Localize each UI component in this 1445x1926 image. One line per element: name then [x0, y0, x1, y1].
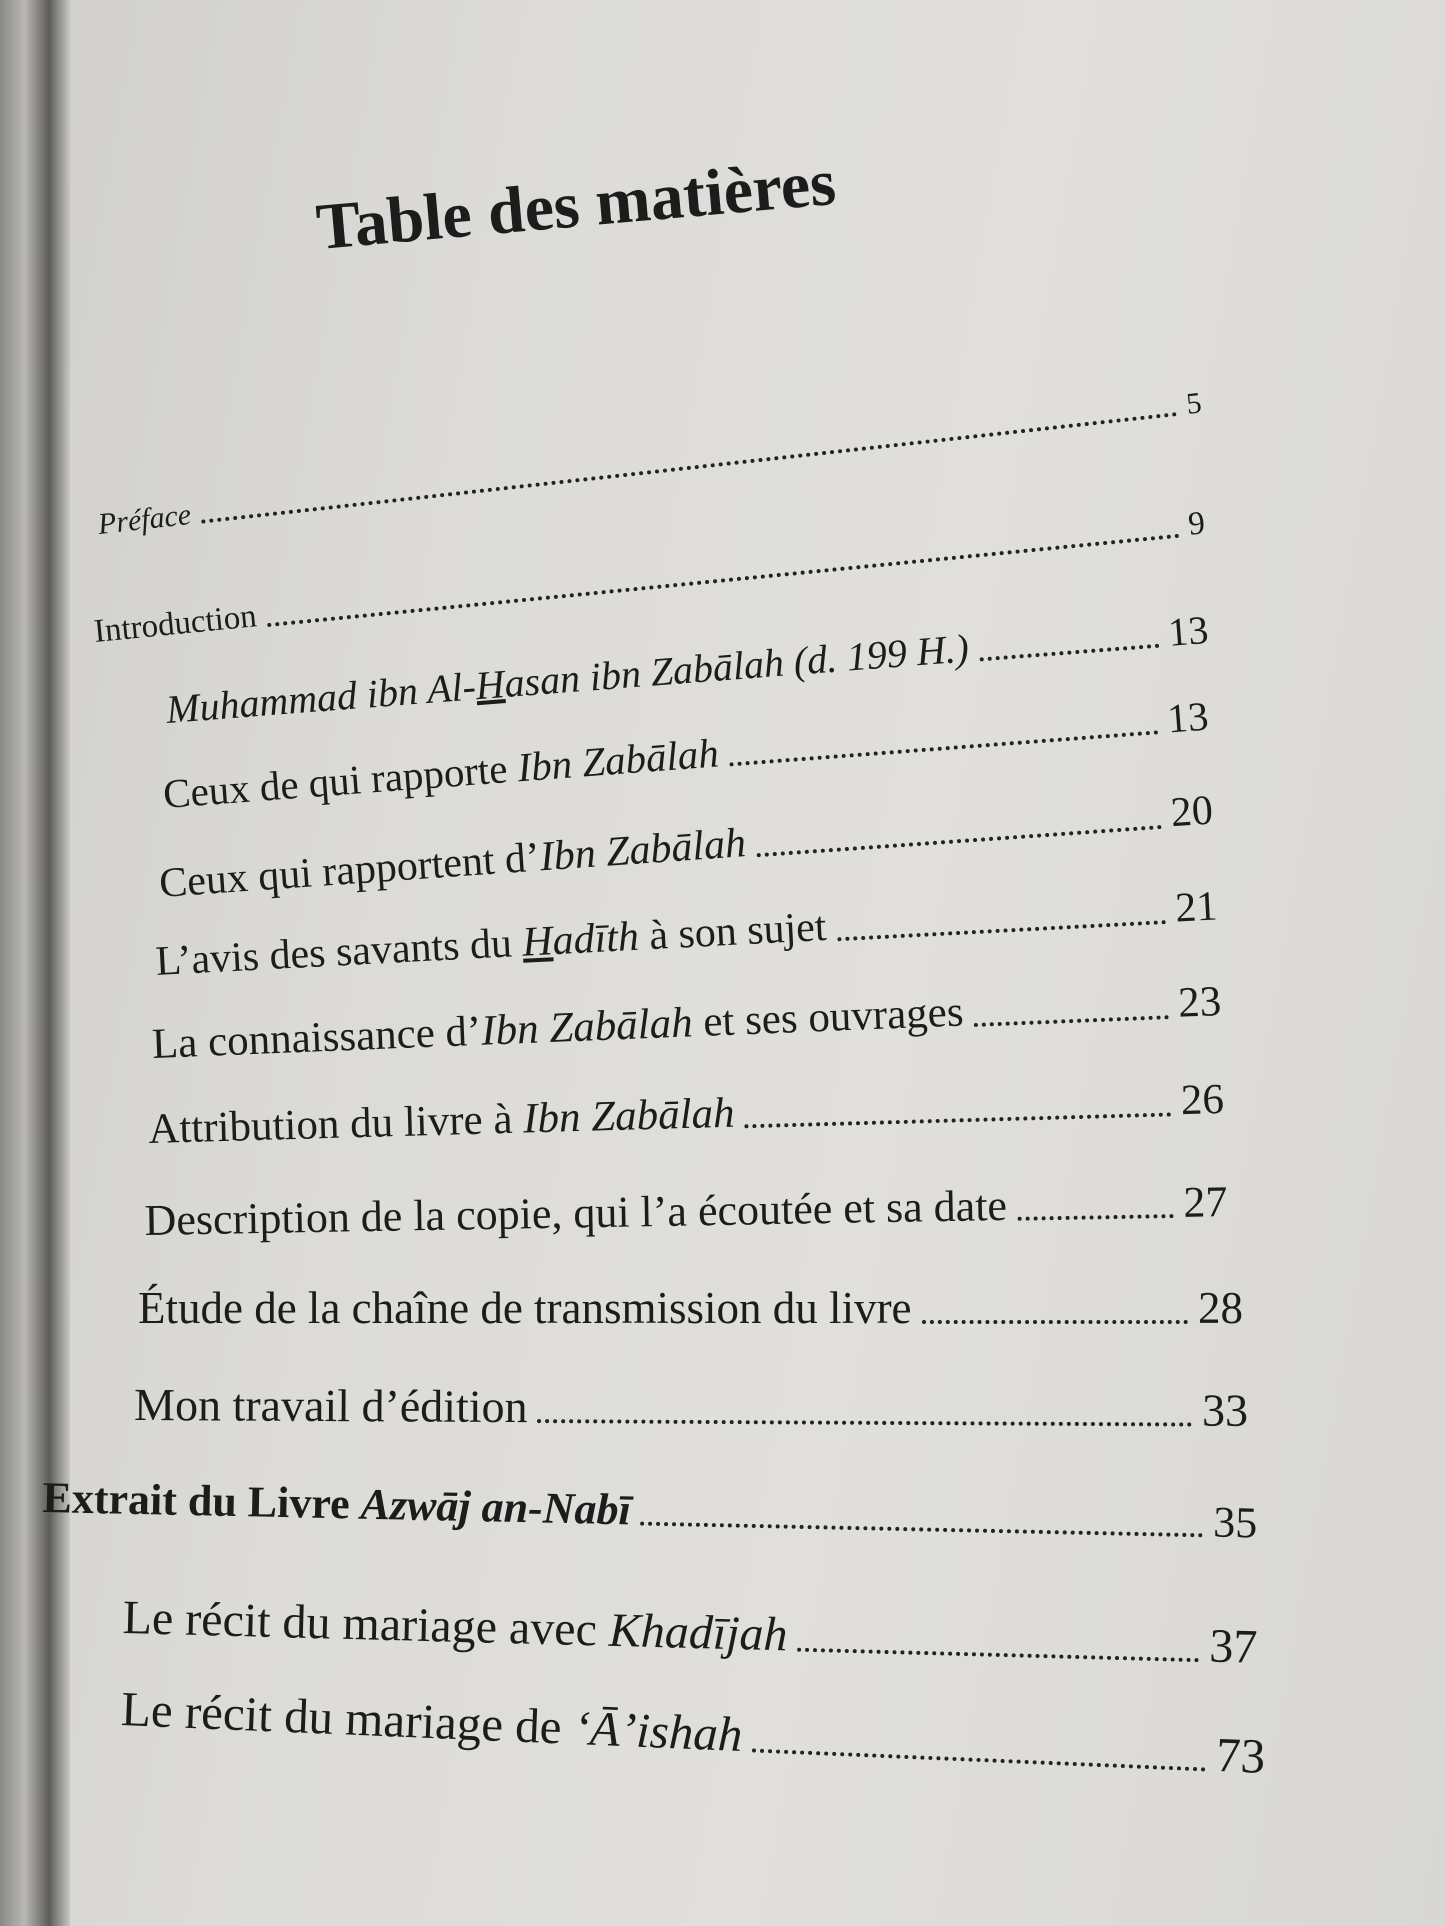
toc-section-extrait	[42, 1472, 1258, 1548]
entry-label: Ceux de qui rapporte Ibn Zabālah	[161, 729, 721, 818]
page-number: 73	[1215, 1726, 1267, 1784]
page-number: 33	[1201, 1384, 1249, 1436]
dot-leader	[837, 920, 1166, 941]
toc-entry	[144, 1176, 1228, 1246]
dot-leader	[1017, 1214, 1174, 1221]
entry-label: Étude de la chaîne de transmission du livre	[138, 1283, 912, 1333]
entry-label: L’avis des savants du Hadīth à son sujet	[154, 903, 828, 986]
book-binding	[0, 0, 70, 1926]
page-number: 26	[1180, 1075, 1225, 1125]
entry-label: Le récit du mariage avec Khadījah	[122, 1591, 789, 1662]
page-number: 13	[1165, 692, 1210, 742]
dot-leader	[640, 1522, 1203, 1538]
page-number: 5	[1184, 386, 1204, 421]
page-number: 37	[1208, 1619, 1259, 1674]
dot-leader	[797, 1648, 1199, 1663]
entry-label: Attribution du livre à Ibn Zabālah	[147, 1089, 736, 1154]
entry-label: Description de la copie, qui l’a écoutée et sa date	[144, 1180, 1008, 1246]
dot-leader	[752, 1749, 1206, 1772]
entry-label: La connaissance d’Ibn Zabālah et ses ouvrages	[151, 988, 965, 1069]
dot-leader	[729, 730, 1158, 766]
entry-label: Extrait du Livre Azwāj an-Nabī	[42, 1473, 632, 1535]
toc-entry	[148, 1075, 1225, 1154]
page-number: 21	[1174, 883, 1219, 932]
dot-leader	[974, 1015, 1169, 1027]
toc-entry-preface	[96, 386, 1203, 542]
entry-label: Le récit du mariage de ‘Ā’ishah	[120, 1681, 744, 1763]
toc-entry	[154, 882, 1218, 986]
page-number: 9	[1186, 505, 1207, 543]
dot-leader	[922, 1320, 1188, 1324]
page-number: 23	[1177, 978, 1223, 1027]
dot-leader	[267, 533, 1179, 626]
entry-label: Préface	[96, 497, 193, 542]
page-number: 28	[1198, 1283, 1243, 1333]
page-number: 35	[1212, 1497, 1258, 1548]
dot-leader	[745, 1112, 1172, 1128]
page-title: Table des matières	[313, 145, 839, 265]
dot-leader	[979, 644, 1159, 662]
page-number: 20	[1169, 787, 1215, 837]
entry-label: Muhammad ibn Al-Hasan ibn Zabālah (d. 199 H.)	[164, 625, 971, 733]
dot-leader	[201, 412, 1177, 524]
toc-entry	[122, 1590, 1258, 1675]
entry-label: Mon travail d’édition	[134, 1379, 528, 1433]
dot-leader	[757, 825, 1162, 857]
toc-entry	[120, 1680, 1266, 1785]
toc-entry	[151, 977, 1222, 1069]
entry-label: Introduction	[92, 598, 259, 651]
toc-entry	[134, 1378, 1248, 1437]
dot-leader	[538, 1419, 1193, 1426]
page-number: 27	[1182, 1177, 1228, 1227]
page-number: 13	[1166, 606, 1210, 655]
entry-label: Ceux qui rapportent d’Ibn Zabālah	[157, 820, 748, 908]
toc-entry	[138, 1282, 1243, 1334]
